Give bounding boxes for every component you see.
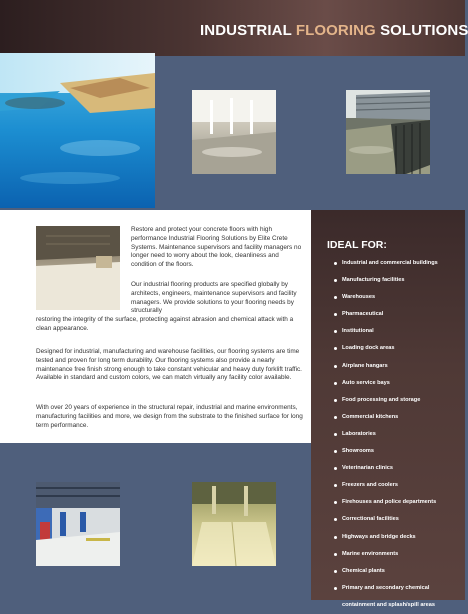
stadium-concourse-photo [346,90,430,174]
ideal-for-title: IDEAL FOR: [327,239,387,251]
list-item: Correctional facilities [334,511,464,528]
list-item: Commercial kitchens [334,409,464,426]
list-item: Firehouses and police departments [334,494,464,511]
ideal-for-list [334,255,464,614]
chemical-plant-floor-photo [192,482,276,566]
list-item: Veterinarian clinics [334,460,464,477]
designed-paragraph: Designed for industrial, manufacturing and warehouse facilities, our flooring systems are time tested and proven for long term durability. Our flooring systems also provide a nearly maintenance free finish strong enough to take constant vehicular and heavy duty forklift traffic. Available in standard and custom colors, we can match virtually any facility color available. [36,348,302,382]
list-item-containment [334,580,464,614]
list-item: Auto service bays [334,375,464,392]
title-part-solutions: SOLUTIONS [375,22,468,39]
list-item: Food processing and storage [334,392,464,409]
list-item: Manufacturing facilities [334,272,464,289]
list-item: Pharmaceutical [334,306,464,323]
list-item: Marine environments [334,546,464,563]
specified-paragraph-part1: Our industrial flooring products are specified globally by architects, engineers, maintenance supervisors and facility managers. We provide solutions to your flooring needs by structurally [131,281,297,315]
list-item: Highways and bridge decks [334,529,464,546]
page-title [200,22,468,39]
list-item-line1: Primary and secondary chemical [342,584,430,591]
pool-photo [0,53,155,208]
intro-paragraph: Restore and protect your concrete floors with high performance Industrial Flooring Solutions by Elite Crete Systems. Maintenance supervisors and facility managers no longer need to worry about the look, cleanliness and condition of the floors. [131,226,302,269]
specified-paragraph-part2: restoring the integrity of the surface, protecting against abrasion and chemical attack with a clean appearance. [36,316,294,332]
list-item: Loading dock areas [334,340,464,357]
hangar-floor-photo [36,226,120,310]
list-item: Industrial and commercial buildings [334,255,464,272]
factory-floor-photo [36,482,120,566]
list-item: Institutional [334,323,464,340]
experience-paragraph: With over 20 years of experience in the structural repair, industrial and marine environments, manufacturing facilities and more, we design from the substrate to the finished surface for long term performance. [36,404,303,429]
lobby-floor-photo [192,90,276,174]
list-item: Showrooms [334,443,464,460]
list-item-line2: containment and splash/spill areas [342,601,435,608]
list-item: Chemical plants [334,563,464,580]
title-part-flooring: FLOORING [295,22,376,39]
list-item: Warehouses [334,289,464,306]
list-item: Freezers and coolers [334,477,464,494]
list-item: Airplane hangars [334,358,464,375]
list-item: Laboratories [334,426,464,443]
title-part-industrial: INDUSTRIAL [200,22,296,39]
